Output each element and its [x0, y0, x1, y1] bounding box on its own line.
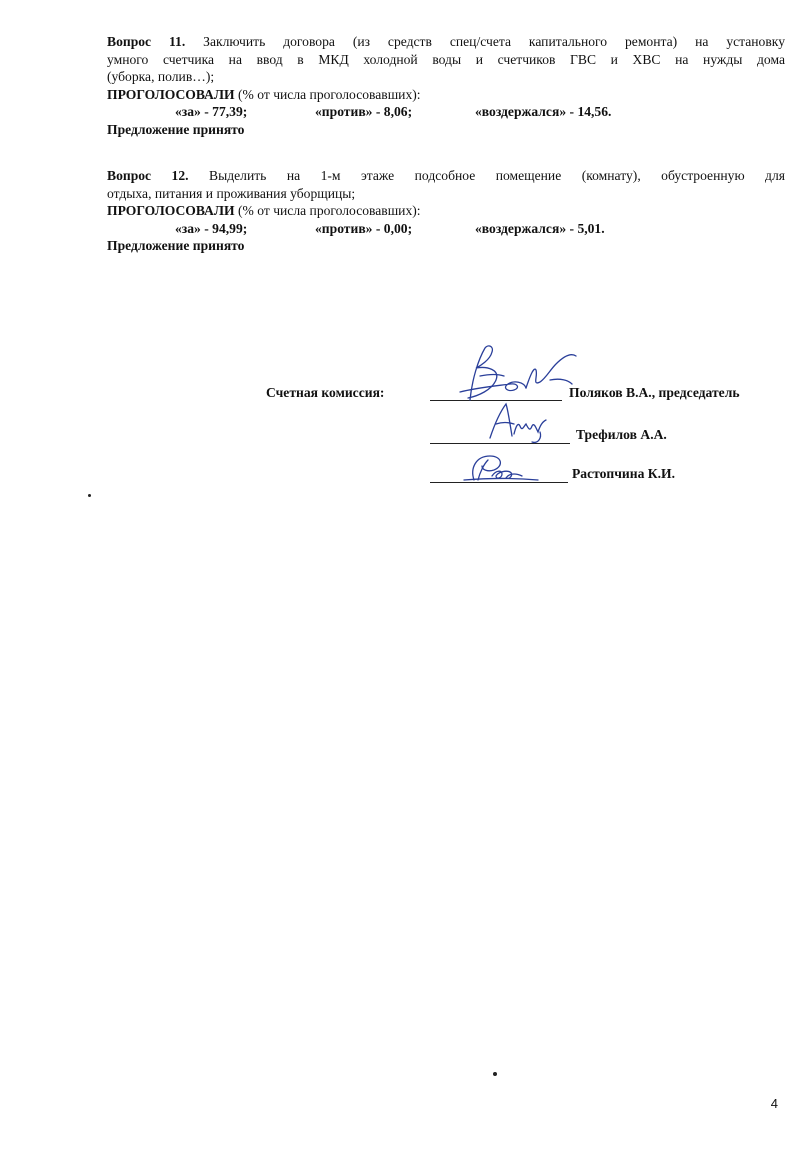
voted-note: (% от числа проголосовавших): — [237, 86, 421, 102]
vote-for: «за» - 94,99; — [175, 220, 248, 236]
question-12-voted — [107, 202, 785, 220]
question-11-line3: (уборка, полив…); — [107, 69, 215, 85]
question-11 — [107, 33, 785, 139]
scan-speck — [88, 494, 91, 497]
question-11-votes — [107, 103, 785, 121]
question-12-line2: отдыха, питания и проживания уборщицы; — [107, 185, 356, 201]
commission-member-1: Поляков В.А., председатель — [569, 385, 740, 400]
question-12-line1: Выделить на 1-м этаже подсобное помещение (комнату), обустроенную для — [209, 168, 786, 183]
vote-abstain: «воздержался» - 14,56. — [475, 104, 612, 120]
voted-label: ПРОГОЛОСОВАЛИ — [107, 86, 235, 102]
commission-label: Счетная комиссия: — [266, 385, 385, 400]
question-11-voted — [107, 86, 785, 104]
question-12 — [107, 167, 785, 255]
question-12-text — [107, 167, 785, 185]
question-11-line2: умного счетчика на ввод в МКД холодной воды и счетчиков ГВС и ХВС на нужды дома — [107, 51, 785, 67]
scan-speck — [493, 1072, 497, 1076]
page-number: 4 — [770, 1096, 778, 1111]
voted-note: (% от числа проголосовавших): — [237, 203, 421, 219]
voted-label: ПРОГОЛОСОВАЛИ — [107, 203, 235, 219]
vote-for: «за» - 77,39; — [175, 104, 248, 120]
vote-against: «против» - 8,06; — [315, 104, 413, 120]
question-11-line1: Заключить договора (из средств спец/счета капитального ремонта) на установку — [203, 34, 785, 49]
question-12-label: Вопрос 12. — [107, 168, 189, 183]
commission-member-2: Трефилов А.А. — [576, 427, 667, 442]
question-11-result: Предложение принято — [107, 121, 245, 137]
question-11-text — [107, 33, 785, 51]
question-12-result: Предложение принято — [107, 238, 245, 254]
signature-rastopchina — [460, 450, 540, 486]
vote-abstain: «воздержался» - 5,01. — [475, 220, 605, 236]
signature-trefilov — [480, 398, 560, 446]
question-12-votes — [107, 220, 785, 238]
vote-against: «против» - 0,00; — [315, 220, 413, 236]
commission-member-3: Растопчина К.И. — [572, 466, 676, 481]
question-11-label: Вопрос 11. — [107, 34, 186, 49]
